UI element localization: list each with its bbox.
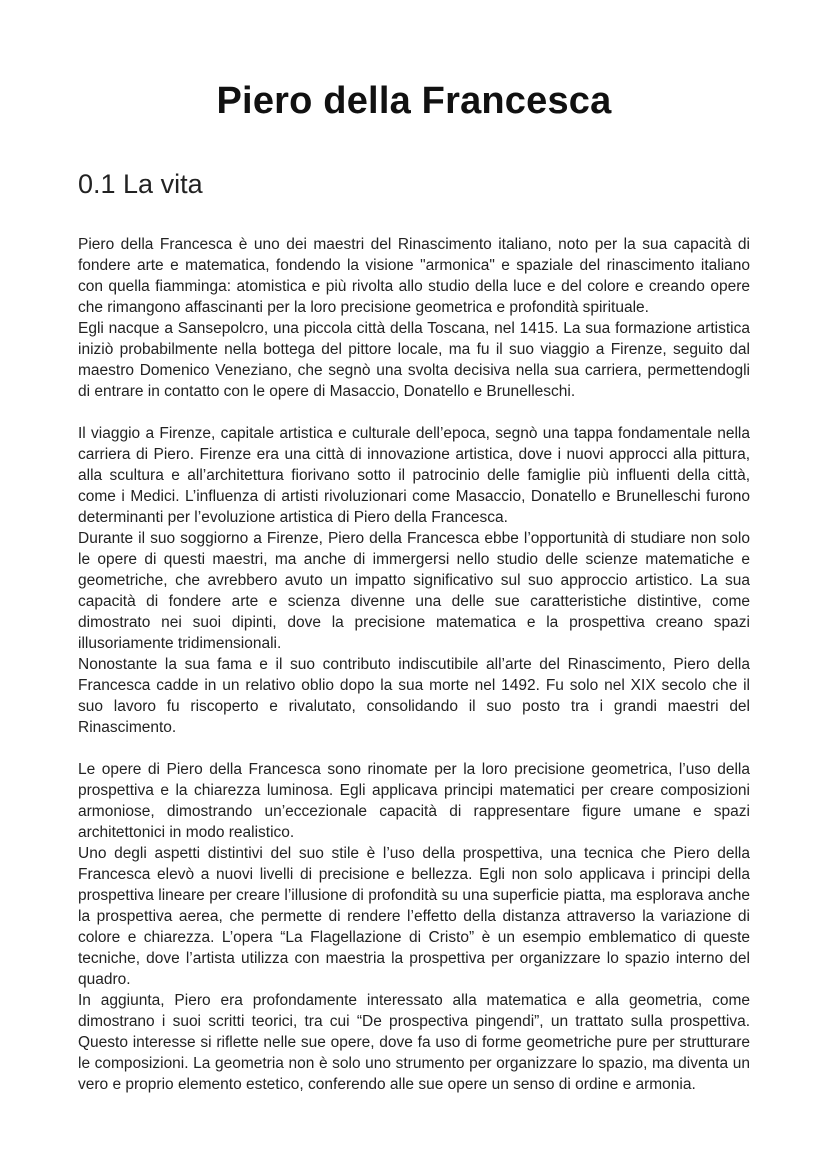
- paragraph: Il viaggio a Firenze, capitale artistica e culturale dell’epoca, segnò una tappa fondamentale nella carriera di Piero. Firenze era una città di innovazione artistica, dove i nuovi approcci alla pittura, alla scultura e all’architettura fiorivano sotto il patrocinio delle famiglie più influenti della città, come i Medici. L’influenza di artisti rivoluzionari come Masaccio, Donatello e Brunelleschi furono determinanti per l’evoluzione artistica di Piero della Francesca.: [78, 425, 750, 526]
- paragraph: In aggiunta, Piero era profondamente interessato alla matematica e alla geometria, come dimostrano i suoi scritti teorici, tra cui “De prospectiva pingendi”, un trattato sulla prospettiva. Questo interesse si riflette nelle sue opere, dove fa uso di forme geometriche pure per strutturare le composizioni. La geometria non è solo uno strumento per organizzare lo spazio, ma diventa un vero e proprio elemento estetico, conferendo alle sue opere un senso di ordine e armonia.: [78, 992, 750, 1093]
- text-block-2: [78, 423, 750, 738]
- document-body: [78, 234, 750, 1095]
- text-block-3: [78, 759, 750, 1095]
- paragraph: Piero della Francesca è uno dei maestri del Rinascimento italiano, noto per la sua capacità di fondere arte e matematica, fondendo la visione "armonica" e spaziale del rinascimento italiano con quella fiamminga: atomistica e più rivolta allo studio della luce e del colore e creando opere che rimangono affascinanti per la loro precisione geometrica e profondità spirituale.: [78, 236, 750, 316]
- paragraph: Nonostante la sua fama e il suo contributo indiscutibile all’arte del Rinascimento, Piero della Francesca cadde in un relativo oblio dopo la sua morte nel 1492. Fu solo nel XIX secolo che il suo lavoro fu riscoperto e rivalutato, consolidando il suo posto tra i grandi maestri del Rinascimento.: [78, 656, 750, 736]
- document-title: Piero della Francesca: [216, 80, 612, 122]
- paragraph: Egli nacque a Sansepolcro, una piccola città della Toscana, nel 1415. La sua formazione artistica iniziò probabilmente nella bottega del pittore locale, ma fu il suo viaggio a Firenze, seguito dal maestro Domenico Veneziano, che segnò una svolta decisiva nella sua carriera, permettendogli di entrare in contatto con le opere di Masaccio, Donatello e Brunelleschi.: [78, 320, 750, 400]
- section-heading: 0.1 La vita: [78, 169, 203, 199]
- paragraph: Durante il suo soggiorno a Firenze, Piero della Francesca ebbe l’opportunità di studiare non solo le opere di questi maestri, ma anche di immergersi nello studio delle scienze matematiche e geometriche, che avrebbero avuto un impatto significativo sul suo approccio artistico. La sua capacità di fondere arte e scienza divenne una delle sue caratteristiche distintive, come dimostrato nei suoi dipinti, dove la precisione matematica e la prospettiva creano spazi illusoriamente tridimensionali.: [78, 530, 750, 652]
- text-block-1: [78, 234, 750, 402]
- paragraph: Le opere di Piero della Francesca sono rinomate per la loro precisione geometrica, l’uso della prospettiva e la chiarezza luminosa. Egli applicava principi matematici per creare composizioni armoniose, dimostrando un’eccezionale capacità di rappresentare figure umane e spazi architettonici in modo realistico.: [78, 761, 750, 841]
- paragraph: Uno degli aspetti distintivi del suo stile è l’uso della prospettiva, una tecnica che Piero della Francesca elevò a nuovi livelli di precisione e bellezza. Egli non solo applicava i principi della prospettiva lineare per creare l’illusione di profondità su una superficie piatta, ma esplorava anche la prospettiva aerea, che permette di rendere l’effetto della distanza attraverso la variazione di colore e chiarezza. L’opera “La Flagellazione di Cristo” è un esempio emblematico di queste tecniche, dove l’artista utilizza con maestria la prospettiva per organizzare lo spazio interno del quadro.: [78, 845, 750, 988]
